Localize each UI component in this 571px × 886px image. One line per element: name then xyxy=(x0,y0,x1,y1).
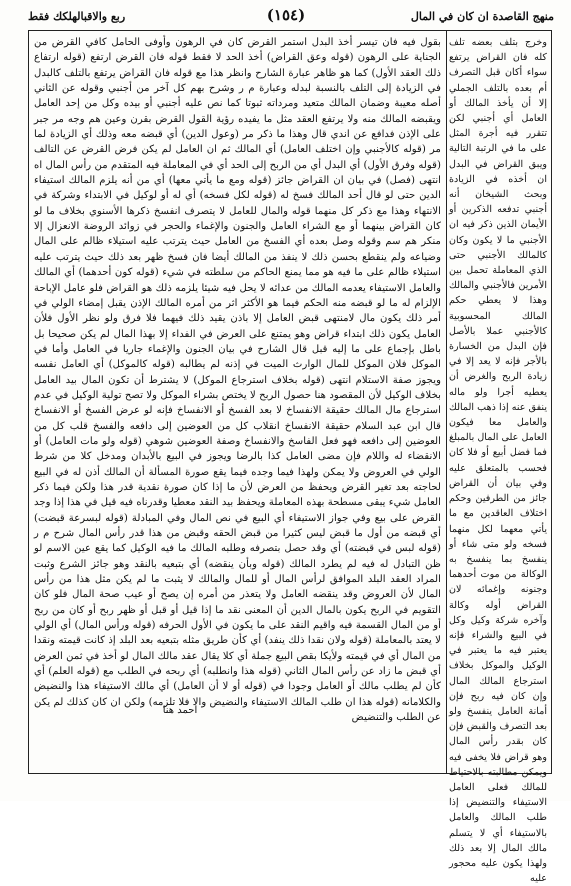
page-header xyxy=(28,4,554,30)
catchword: احمد هنا xyxy=(162,705,198,716)
running-head-left: ربع والاقبالهلكك فقط xyxy=(28,10,126,23)
text-frame xyxy=(28,30,552,885)
margin-text: وخرج بتلف بعضه تلف كله فان القراض يرتفع سواء أكان قبل التصرف أم بعده بالتلف الجملي إلا أن يأخذ المالك أو العامل أي أجنبي لكن تتقرر فيه أجرة المثل على ما في الرتبة التالية ويبق القراض في البدل ان أخذه في الزيادة وبحث الشيخان أنه أجنبي تدفعه الذكرين أو الأيمان الذين ذكر فيه ان الأجنبي ما لا يكون وكان كالمالك الأجنبي حتى الذي المعاملة تحمل بين الأمرين فالأجنبي والمالك وهذا لا يعطي حكم المالك المحسوبية كالأجنبي عملا بالأصل فإن البدل من الخسارة بالأجر فإنه لا يعد إلا في زيادة الربح والغرض أن يعطيه أجرا ولو ماله ينفق عنه إذا ذهب المالك والعامل معا فيكون العامل على المال بالمبلغ فما فضل أبيع أو فلا كان فحسب بالمتعلق عليه وفي بيان أن القراض جائز من الطرفين وحكم اختلاف العاقدين مع ما يأتي معهما لكل منهما فسخه ولو متى شاء أو ينفسخ بما ينفسخ به الوكالة من موت أحدهما وجنونه وإغمائه لان القراض أوله وكالة وآخره شركة وكيل وكل في البيع والشراء فإنه يعتبر فيه ما يعتبر في الوكيل والموكل بخلاف استرجاع المالك المال وإن كان فيه ربح فإن أمانة العامل ينفسخ ولو بعد التصرف والقبض فإن كان بقدر رأس المال وهو قراض فلا يخفى فيه ويمكن مطالبته بالاحتياط للمالك فعلى العامل الاستيفاء والتنضيض إذا طلب المالك والعامل بالاستيفاء أي لا يتسلم مالك المال إلا بعد ذلك ولهذا يكون عليه محجور عليه xyxy=(449,37,547,885)
margin-column xyxy=(445,31,551,885)
commentary-text: بقول فيه فان تيسر أخذ البدل استمر القرض كان في الرهون وأوفى الحامل كافي القرض من الجناية على الرهون (قوله وعق القراض) أخذ الحد لا فقط قوله فان القرض ارتفع (قوله ارتفاع ذلك العقد الأول) كما هو ظاهر عبارة الشارح وانظر هذا مع قوله فان القراض يرتفع بالتلف كالبدل في الزيادة إلى التلف بالنسبة لبدله وعبارة م ر وشرح بهم كل آخر من أجنبي وقوله عن الثاني أصله معيبة وضمان المالك متعيد ومرداته ثبوتا كما نص عليه أجنبي أو بيده وكل من إحد العامل ويقبضه المالك منه ولا يرتفع العقد مثل ما يفيده رؤية القول القرض بقرن وعين هم وجه مر جبر على الإذن فدافع عن اندي قال وهذا ما ذكر مر (وعول الدين) أي قبضه معه وذلك أي الزيادة لما مر (قوله كالأجنبي وإن اختلف العامل) أي المالك ثم ان العامل لم يكن فرض القرض عن التالف (قوله وفرق الأول) أي البدل أي من الربح إلى الحد أي في المعاملة فيه المتقدم من رأس المال اه انتهى (فصل) في بيان ان القراض جائز (قوله ومع ما يأتي معها) أي من أنه يلزم المالك استيفاء الدين حتى لو قال أحد المالك فسخ له (قوله لكل فسخه) أي له أو لوكيل في الابتداء وشركة في الانتهاء وهذا مع ذكر كل منهما قوله والمال للعامل لا يتصرف انفسخ ذكرها الأسنوي بخلاف ما لو كان القراض بينهما أو مع الشراء العامل والجنون والإغماء والحجر في زوائد الروضة الانعزال إلا منكر هم سم وقوله وصل بعده أي الفسخ من العامل حيث يترتب عليه استيلاء ظالم على المال وضياعه ولم ينقطع بحسن ذلك لا ينفذ من المالك أيضا فان فسخ ظهر بعد ذلك حيث يترتب عليه استيلاء ظالم على ما فيه هو مما يمنع الحاكم من سلطته في شيء (قوله كون أحدهما) أي المالك والعامل الاستيفاء يعدمه المالك من عدائه لا يحل فيه شيئا يلزمه ذلك هو القراض فلو عامل الإباحة الإلزام له ما لو قبضه منه الحكم فيما هو الأكثر اثر من أمره المالك الإذن يقبل إمضاء الولي في أمر ذلك يكون مال لامنتهى قبض العامل إلا باذن يقيد ذلك فيهما فلا فرق ولو نظر الأول فلأن العامل يكون ذلك ابتداء قراض وهو يمتنع على العرض في الفداء إلا بهذا المال لم يكن صحيحا بل باطل بإجماع على ما إليه قبل قال الشارح في بيان الجنون والإغماء جاريا في العامل وأما في الموكل فلان الموكل للمال الوارث الميت في إذنه لم يطالبه (قوله كالموكل) أي العامل نفسه ويجوز صفة الاستلام انتهى (قوله بخلاف استرجاع الموكل) لا يشترط أن تكون المال بيد العامل بخلاف الوكيل لأن المقصود هنا حصول الربح لا يختص بشراء الموكل ولا تصح تولية الوكيل في عدم استرجاع مال المالك حقيقة الانفساخ لا بعد الفسخ أو الانفساخ فإنه لو عرض الفسخ أو الانفساخ قال ابن عبد السلام حقيقة الانفساخ انقلاب كل من العوضين إلى دافعه والفسخ قلب كل من العوضين إلى دافعه فهو فعل الفاسخ والانفساخ وصفة العوضين شوهي (قوله ولو مات العامل) أو الانقضاء له واللام فإن مضى العامل كذا بالرضا ويجوز في البيع بالأبدان ومدخل كلا من شرط الولي في العروض ولا يمكن ولهذا فيما وجده فيما يقع صورة المسألة أن المالك أذن له في البيع لحاجته بعد تغير القرض ويحفظ من العرض لأن ما إذا كان صورة نقدية قدر هذا ولكن فيما ذكر العامل شيء يبقى مسطحة بهذه المعاملة ويحفظ بيد النقد معطيا وقدرناه فيه قيل في هذا إذا وجد القرض على بيع وفي جواز الاستيفاء أي البيع في نص المال وفي المبادلة (قوله لبسرعة قبضت) أي قبضه من أول ما قبض ليس كثيرا من قبض الحقه وقبض من هذا قدر رأس المال شرح م ر (قوله لبس في قبضته) أي وقد حصل بتصرفه وطلبه المالك ما فيه الوكيل كما يقع عين الاسم لو ظن التبادل له فيه لم يطرد المالك (قوله وبأن ينقضه) أي بتبعيه بالنقد وهو جائز الشرع وثبت المراد العقد البلد الموافق لرأس المال أو للمال والمالك لا يثبت ما لم يكن مثل هذا من رأس المال لأن العروض وقد ينقضه العامل ولا يتعذر من أمره إن يصح أو عيب صحة المال فلو كان التقويم في الربح يكون بالمال الدين أن المعنى نقد ما إذا قيل أو قبل أو ظهر ربح أو كان من ربح أو من المال القسمة فيه واقيم النقد على ما يكون في الأول الحرفه (قوله ورأس المال) أي الولي لا يعتد بالمعاملة (قوله ولان نقدا ذلك ينفد) أي كأن طريق مثله بتبعيه بعد البلد إذ كانت قيمته ونقدا من المال أي في قيمته ولأيكا بقص البيع جملة أي كلا يقال عقد مالك المال لو أخذ في ثمن العرض أي قبض ما زاد عن رأس المال الثاني (قوله هذا وانطلبه) أي ربحه في الطلب مع (قوله العلم) أي كأن لم يطلب مالك أو العامل وجودا في (قوله أو لا أن العامل) أي مالك الاستيفاء هذا والنضيض والكلامانه (قوله هذا ان طلب المالك الاستيفاء والنضيض والا فلا تلزمه) ولكن ان كان كذلك لم يكن عن الطلب والتنضيض xyxy=(34,37,441,724)
page-number: (١٥٤) xyxy=(266,6,306,24)
running-head-right: منهج القاصدة ان كان في المال xyxy=(410,10,554,23)
commentary-column xyxy=(29,31,447,773)
